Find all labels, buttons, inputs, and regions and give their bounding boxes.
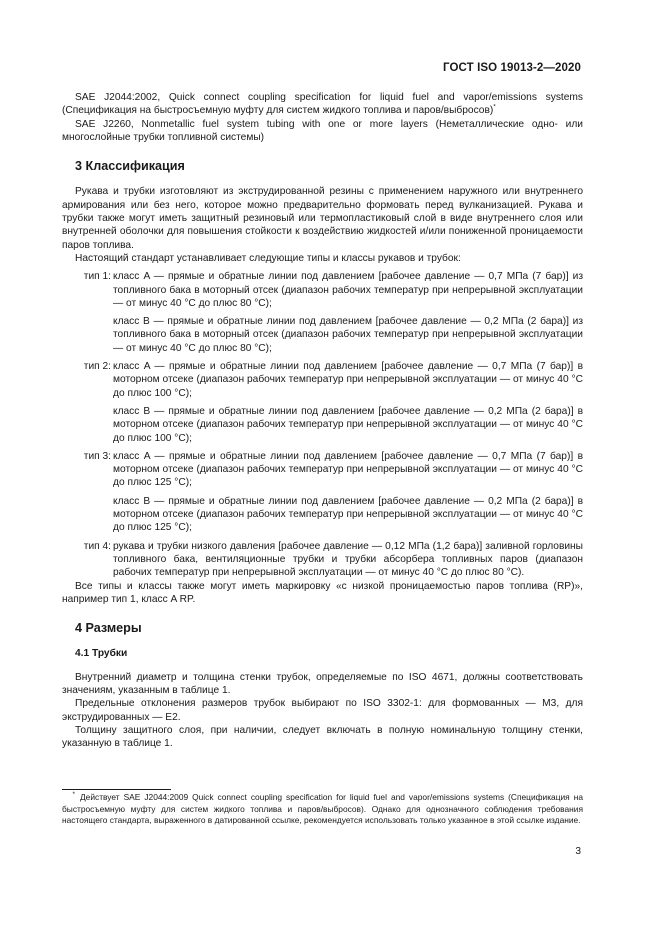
type-body <box>113 270 583 355</box>
document-header: ГОСТ ISO 19013-2—2020 <box>443 62 581 74</box>
section-3-heading: 3 Классификация <box>75 159 185 174</box>
section-3-paragraph-3: Все типы и классы также могут иметь маркировку «с низкой проницаемостью паров топлива (RP)», например тип 1, класс A RP. <box>62 580 583 605</box>
section-4-paragraph-1: Внутренний диаметр и толщина стенки трубок, определяемые по ISO 4671, должны соответствовать значениям, указанным в таблице 1. <box>62 671 583 696</box>
type-2-block <box>62 360 583 445</box>
type-label: тип 4: <box>83 540 111 552</box>
class-b-text: класс B — прямые и обратные линии под давлением [рабочее давление — 0,2 МПа (2 бара)] в моторном отсеке (диапазон рабочих температур при непрерывной эксплуатации — от минус 40 °C до плюс 100 °C); <box>113 405 583 444</box>
class-b-text: класс B — прямые и обратные линии под давлением [рабочее давление — 0,2 МПа (2 бара)] в моторном отсеке (диапазон рабочих температур при непрерывной эксплуатации — от минус 40 °C до плюс 125 °C); <box>113 495 583 534</box>
footnote-divider <box>62 789 171 790</box>
page-content <box>62 91 583 750</box>
reference-sae-j2260: SAE J2260, Nonmetallic fuel system tubing with one or more layers (Неметаллические одно- или многослойные трубки топливной системы) <box>62 118 583 143</box>
footnote-text: Действует SAE J2044:2009 Quick connect coupling specification for liquid fuel and vapor/emissions systems (Спецификация на быстросъемную муфту для систем жидкого топлива и паров/выбросов). Однако для однозначного соблюдения требования настоящего стандарта, выраженного в датированной ссылке, рекомендуется использовать только указанное в этой ссылке издание. <box>62 792 583 826</box>
type-3-block <box>62 450 583 535</box>
type-label: тип 3: <box>83 450 111 462</box>
reference-sae-j2044 <box>62 91 583 118</box>
subsection-4-1-heading: 4.1 Трубки <box>75 648 128 660</box>
reference-sae-j2044-text: SAE J2044:2002, Quick connect coupling specification for liquid fuel and vapor/emissions systems (Спецификация на быстросъемную муфту для систем жидкого топлива и паров/выбросов) <box>62 92 583 117</box>
class-a-text: класс A — прямые и обратные линии под давлением [рабочее давление — 0,7 МПа (7 бар)] в моторном отсеке (диапазон рабочих температур при непрерывной эксплуатации — от минус 40 °C до плюс 100 °C); <box>113 361 583 399</box>
class-a-text: класс A — прямые и обратные линии под давлением [рабочее давление — 0,7 МПа (7 бар)] в моторном отсеке (диапазон рабочих температур при непрерывной эксплуатации — от минус 40 °C до плюс 125 °C); <box>113 450 583 489</box>
section-4-paragraph-2: Предельные отклонения размеров трубок выбирают по ISO 3302-1: для формованных — М3, для экструдированных — Е2. <box>62 698 583 723</box>
type-4-block <box>62 540 583 580</box>
type-label: тип 2: <box>83 361 111 373</box>
section-4-paragraph-3: Толщину защитного слоя, при наличии, следует включать в полную номинальную толщину стенки, указанную в таблице 1. <box>62 724 583 750</box>
footnote-marker: * <box>493 103 496 111</box>
class-b-text: класс B — прямые и обратные линии под давлением [рабочее давление — 0,2 МПа (2 бара)] из топливного бака в моторный отсек (диапазон рабочих температур при непрерывной эксплуатации — от минус 40 °C до плюс 80 °C); <box>113 316 583 354</box>
section-3-paragraph-2: Настоящий стандарт устанавливает следующие типы и классы рукавов и трубок: <box>75 252 461 264</box>
type-body <box>113 360 583 445</box>
class-a-text: класс A — прямые и обратные линии под давлением [рабочее давление — 0,7 МПа (7 бар)] из топливного бака в моторный отсек (диапазон рабочих температур при непрерывной эксплуатации — от минус 40 °C до плюс 80 °C); <box>113 271 583 309</box>
section-4-heading: 4 Размеры <box>75 621 142 636</box>
type-body <box>113 540 583 580</box>
low-pressure-text: рукава и трубки низкого давления [рабочее давление — 0,12 МПа (1,2 бара)] заливной горловины топливного бака, вентиляционные трубки и трубки абсорбера топливных паров (диапазон рабочих температур при непрерывной эксплуатации — от минус 40 °C до плюс 80 °C). <box>113 540 583 579</box>
section-3-paragraph-1: Рукава и трубки изготовляют из экструдированной резины с применением наружного или внутреннего армирования или без него, которое можно предварительно формовать перед вулканизацией. Рукава и трубки также могут иметь защитный резиновый или термопластиковый слой в виде внутреннего слоя или внутренней оболочки для повышения стойкости к воздействию жидкостей и/или пониженной проницаемости паров топлива. <box>62 186 583 251</box>
type-body <box>113 450 583 535</box>
type-1-block <box>62 270 583 355</box>
type-label: тип 1: <box>83 271 111 283</box>
page-number: 3 <box>575 846 581 857</box>
footnote: * Действует SAE J2044:2009 Quick connect coupling specification for liquid fuel and vapor/emissions systems (Спецификация на быстросъемную муфту для систем жидкого топлива и паров/выбросов). Однако для однозначного соблюдения требования настоящего стандарта, выраженного в датированной ссылке, рекомендуется использовать только указанное в этой ссылке издание. <box>62 791 583 826</box>
